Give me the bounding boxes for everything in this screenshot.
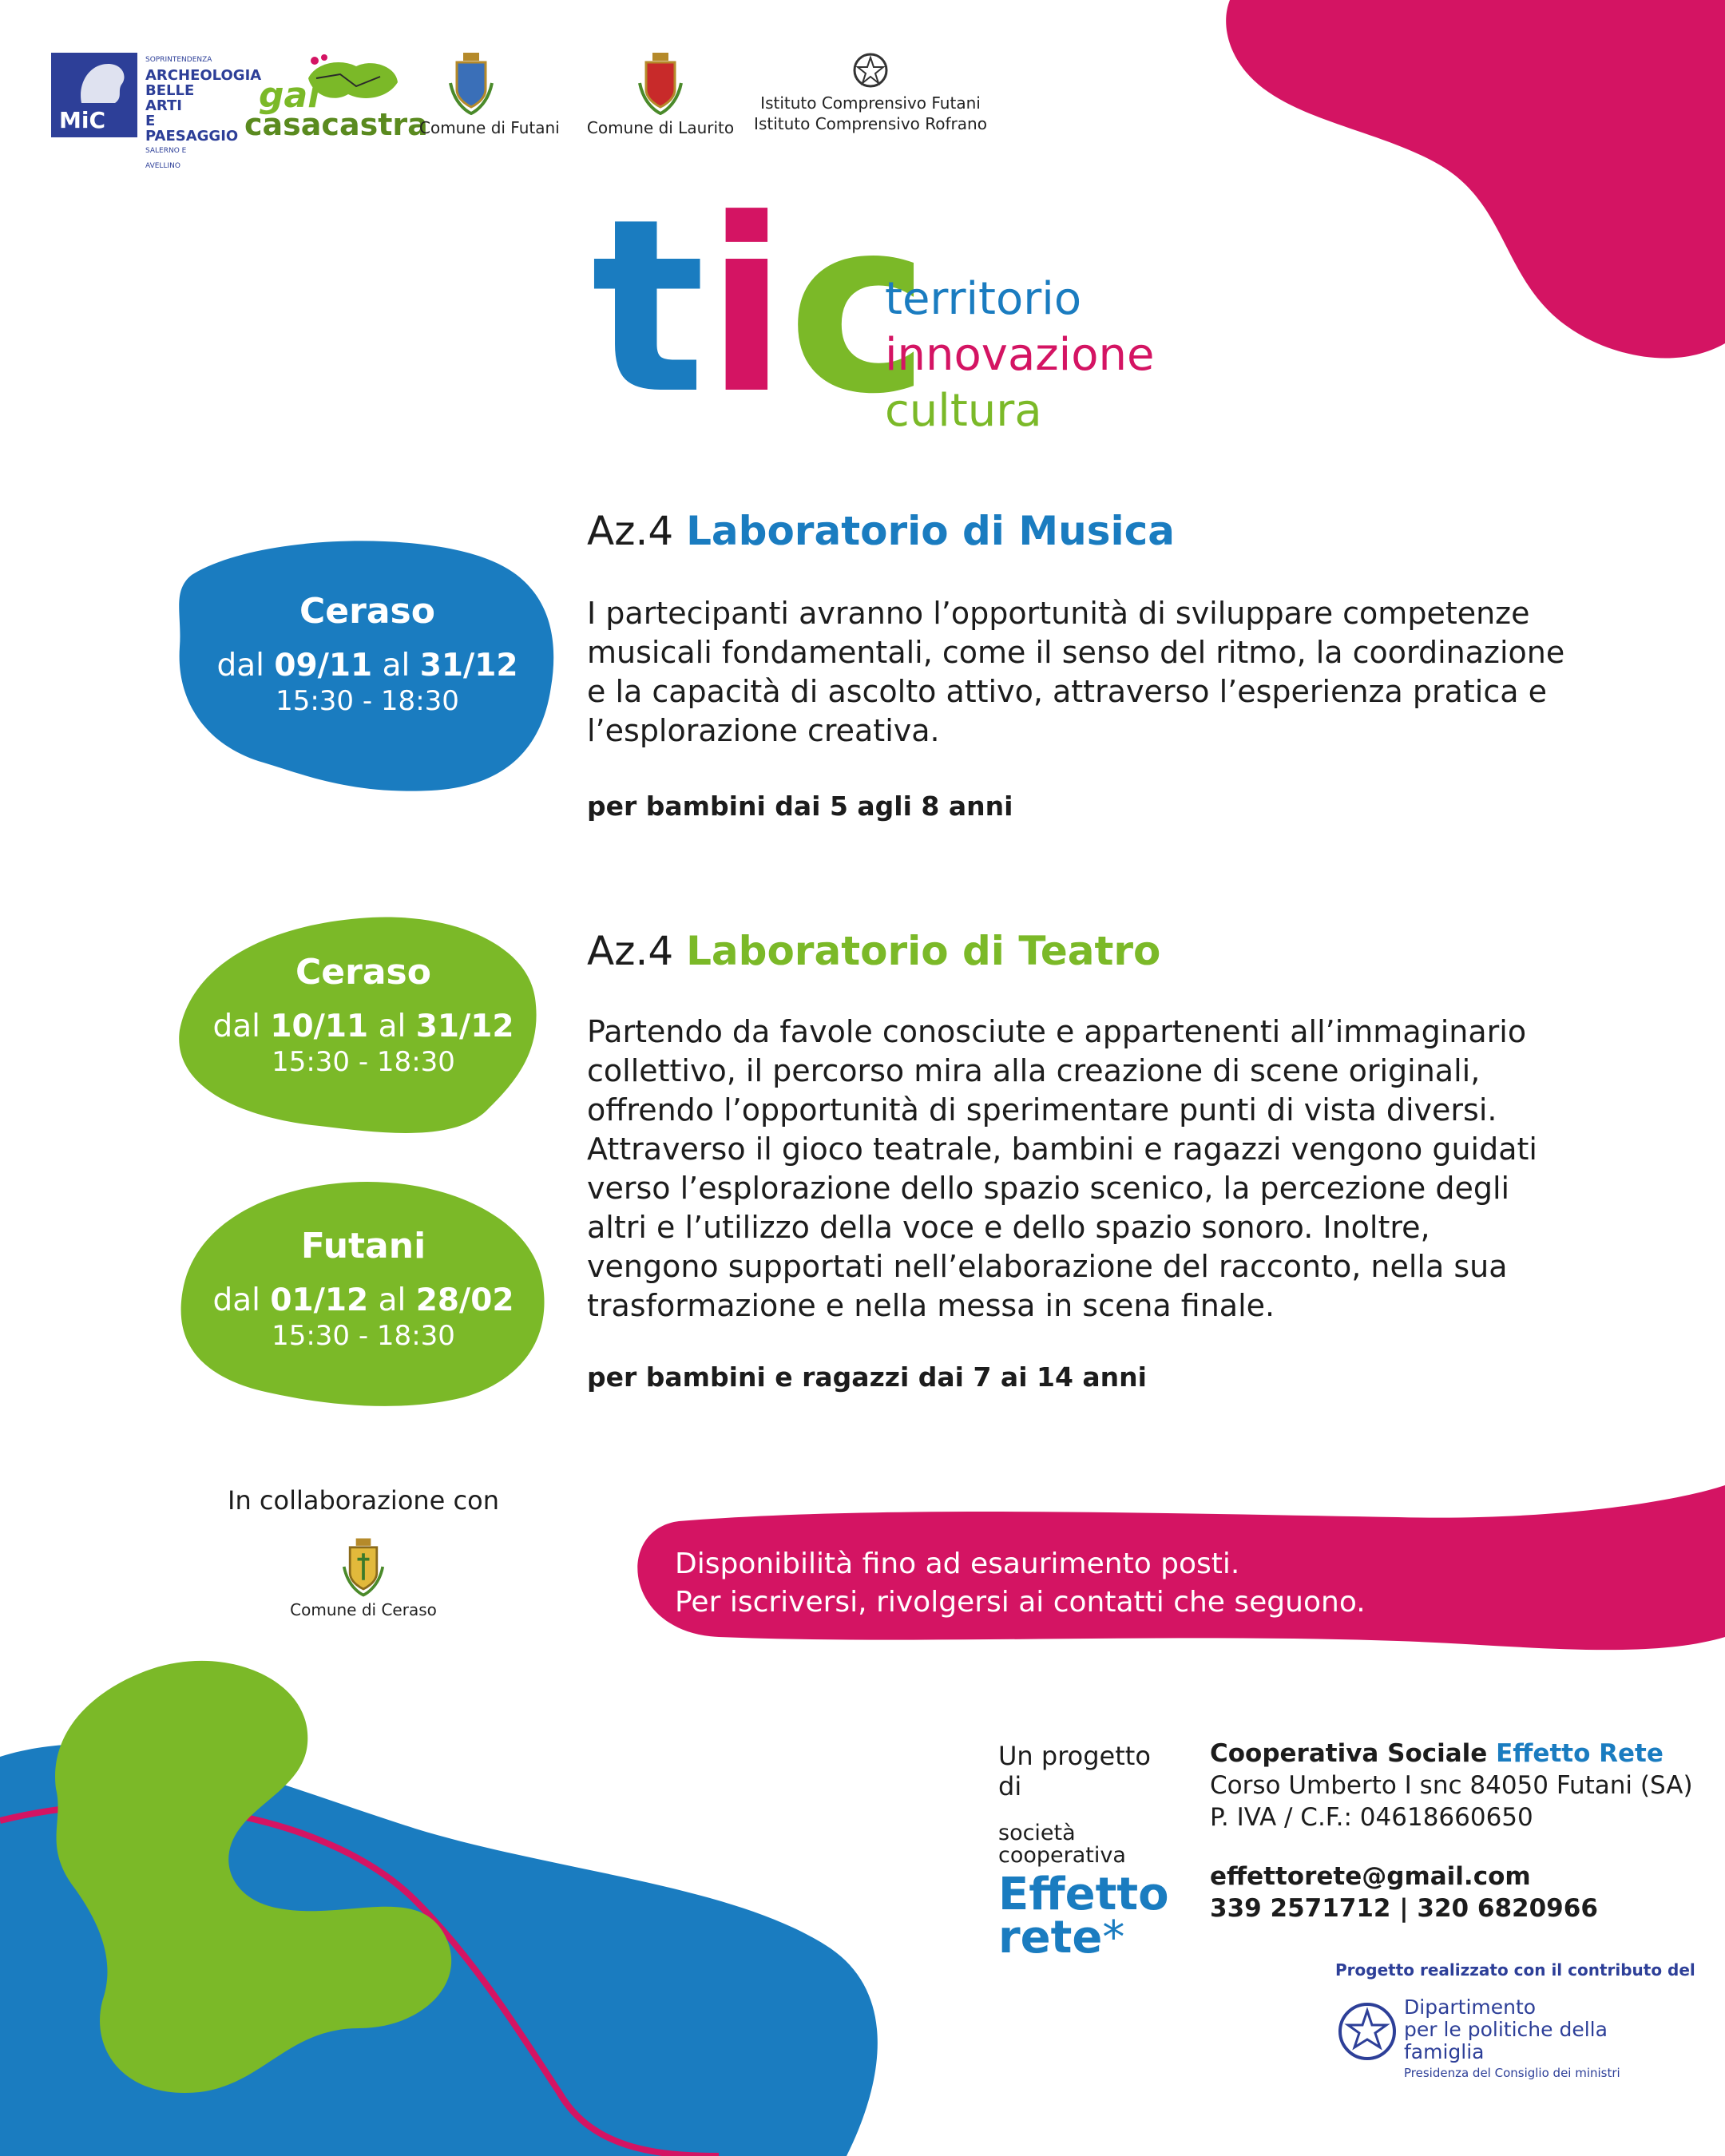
session-dates: dal 09/11 al 31/12 [216, 648, 518, 684]
republic-emblem-icon [1335, 1999, 1399, 2063]
teatro-target: per bambini e ragazzi dai 7 ai 14 anni [587, 1361, 1147, 1393]
musica-session [184, 591, 551, 717]
tic-logo-letter: c [787, 168, 930, 446]
collaboration-block [208, 1485, 519, 1619]
musica-target: per bambini dai 5 agli 8 anni [587, 791, 1013, 822]
session-time: 15:30 - 18:30 [272, 1320, 455, 1352]
collaboration-label: In collaborazione con [228, 1485, 499, 1516]
tic-tagline [885, 271, 1154, 439]
teatro-description: Partendo da favole conosciute e appartenenti all’immaginario collettivo, il percorso mira alla creazione di scene originali, offrendo l’opportunità di sperimentare punti di vista diversi. Attraverso il gioco teatrale, bambini e ragazzi vengono guidati verso l’esplorazione dello spazio scenico, la percezione degli altri e l’utilizzo della voce e dello spazio sonoro. Inoltre, vengono supportati nell’elaborazione del racconto, nella sua trasformazione e nella messa in scena finale. [587, 1014, 1537, 1323]
ceraso-crest-icon [341, 1536, 386, 1597]
laurito-crest-icon [636, 51, 684, 115]
mic-head-icon [73, 59, 129, 107]
teatro-session-ceraso [180, 952, 547, 1078]
teatro-heading: Az.4 Laboratorio di Teatro [587, 928, 1161, 974]
comune-laurito-logo: Comune di Laurito [585, 51, 736, 137]
contacts-block [1210, 1738, 1705, 1924]
session-dates: dal 10/11 al 31/12 [212, 1009, 514, 1044]
ceraso-caption: Comune di Ceraso [290, 1600, 437, 1619]
teatro-session-futani [180, 1226, 547, 1352]
istituto-comprensivo-logo: Istituto Comprensivo Futani Istituto Comprensivo Rofrano [751, 51, 990, 134]
session-time: 15:30 - 18:30 [276, 685, 459, 717]
tic-logo-letter: i [705, 168, 788, 446]
tic-logo-letter: t [591, 168, 706, 446]
email-link[interactable]: effettorete@gmail.com [1210, 1862, 1531, 1891]
address: Corso Umberto I snc 84050 Futani (SA) [1210, 1771, 1693, 1800]
tic-logo [591, 168, 930, 446]
tic-logo-text [591, 168, 930, 446]
musica-description: I partecipanti avranno l’opportunità di sviluppare competenze musicali fondamentali, come il senso del ritmo, la coordinazione e la capacità di ascolto attivo, attraverso l’esperienza pratica e l’esplorazione creativa. [587, 596, 1565, 748]
effetto-rete-logo: società cooperativa Effetto rete* [998, 1821, 1169, 1964]
tagline-innovazione: innovazione [885, 329, 1155, 381]
italian-emblem-icon [851, 51, 890, 89]
comune-futani-logo: Comune di Futani [419, 51, 523, 137]
session-city: Ceraso [295, 952, 431, 993]
dipartimento-logo: Dipartimento per le politiche della famiglia Presidenza del Consiglio dei ministri [1335, 1996, 1679, 2068]
mic-logo-mark: MiC [59, 107, 106, 133]
phone-numbers[interactable]: 339 2571712 | 320 6820966 [1210, 1894, 1598, 1923]
futani-crest-icon [447, 51, 495, 115]
session-time: 15:30 - 18:30 [272, 1046, 455, 1078]
funding-label: Progetto realizzato con il contributo del [1335, 1960, 1695, 1980]
availability-notice: Disponibilità fino ad esaurimento posti. Per iscriversi, rivolgersi ai contatti che seguono. [675, 1548, 1366, 1619]
tagline-cultura: cultura [885, 385, 1042, 437]
session-city: Futani [300, 1226, 426, 1266]
session-dates: dal 01/12 al 28/02 [212, 1282, 514, 1318]
org-name: Cooperativa Sociale Effetto Rete [1210, 1739, 1664, 1768]
project-by-label: Un progetto di [998, 1741, 1151, 1801]
mic-logo-text: SOPRINTENDENZA ARCHEOLOGIA BELLE ARTI E PAESAGGIO SALERNO E AVELLINO [145, 56, 262, 170]
vat-number: P. IVA / C.F.: 04618660650 [1210, 1803, 1533, 1832]
session-city: Ceraso [299, 591, 435, 632]
musica-heading: Az.4 Laboratorio di Musica [587, 508, 1175, 554]
mic-logo [51, 53, 137, 137]
tagline-territorio: territorio [885, 273, 1082, 325]
magenta-corner-blob [1226, 0, 1725, 359]
project-by-block [998, 1741, 1174, 1964]
